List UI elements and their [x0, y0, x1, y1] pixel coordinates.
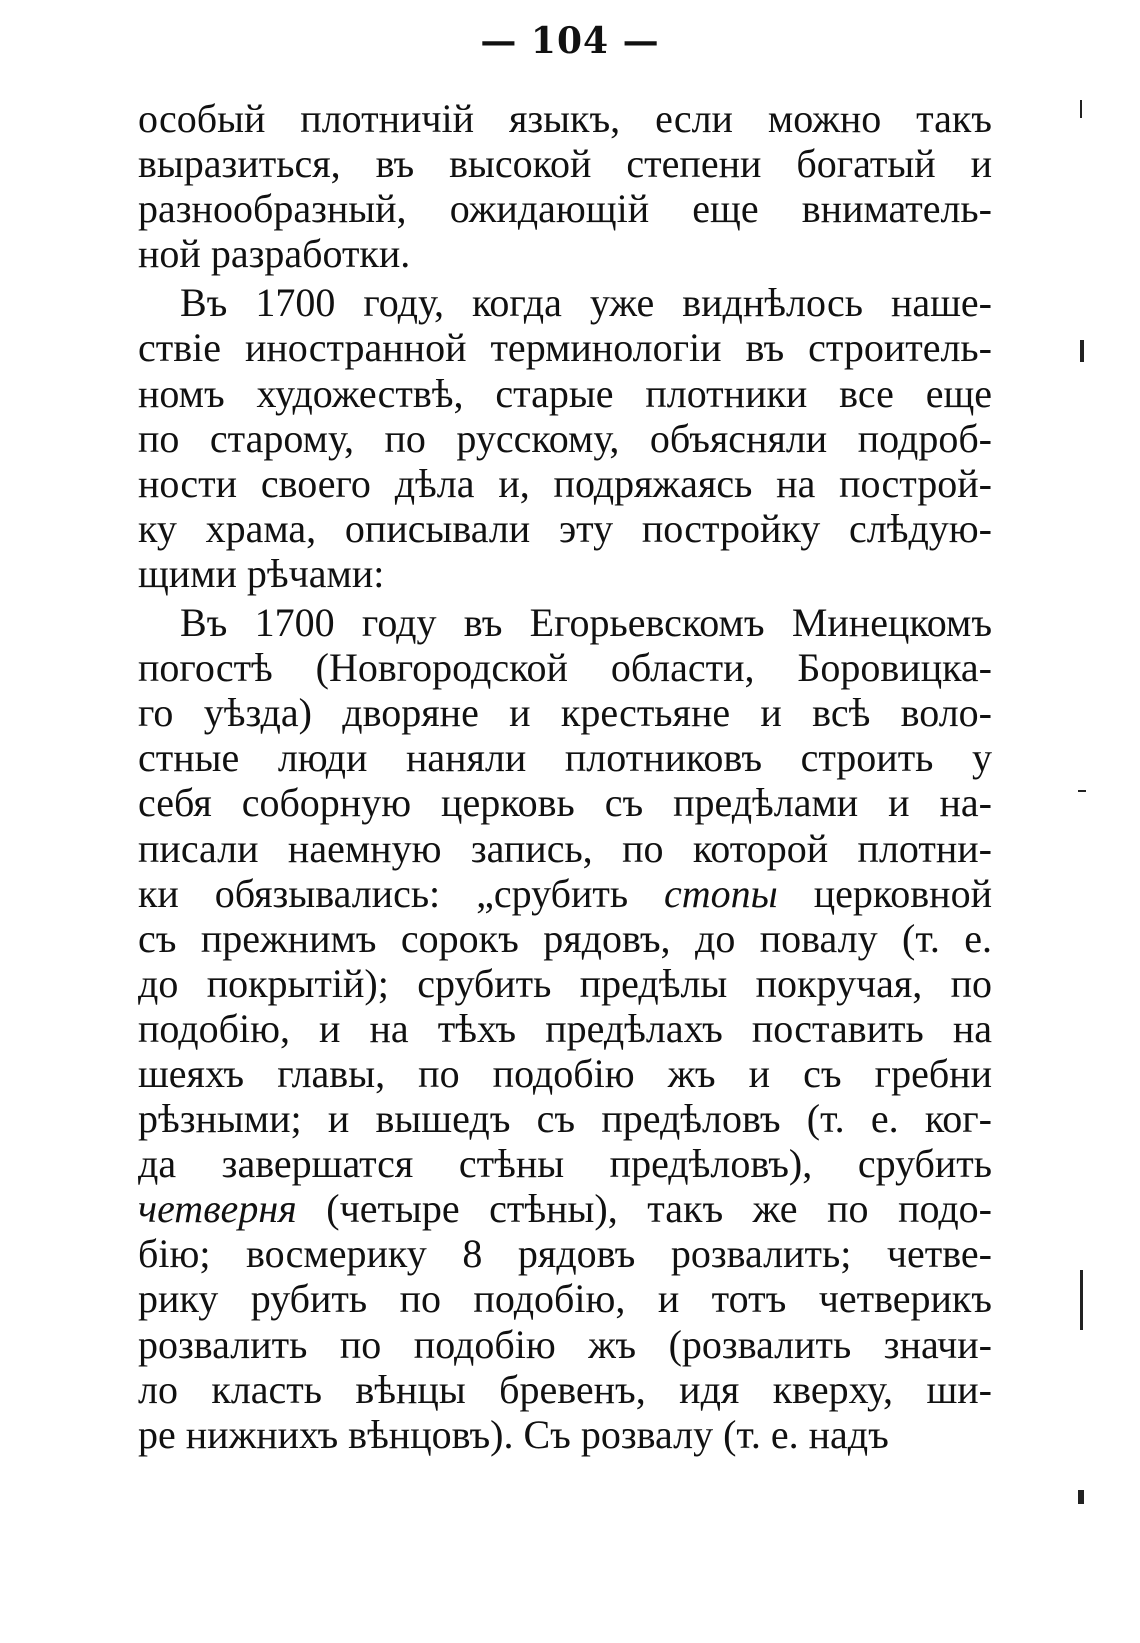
text-line [138, 551, 992, 596]
text-line [138, 506, 992, 551]
italic-term: четверня [138, 1186, 297, 1232]
line-text: бію; восмерику 8 рядовъ розвалить; четве- [138, 1231, 992, 1277]
line-text: ло класть вѣнцы бревенъ, идя кверху, ши- [138, 1366, 992, 1412]
page-number: — 104 — [480, 20, 660, 62]
line-text: погостѣ (Новгородской области, Боровицка- [138, 645, 992, 691]
text-line [138, 371, 992, 416]
scan-mark [1080, 100, 1082, 118]
line-text: го уѣзда) дворяне и крестьяне и всѣ воло- [138, 690, 992, 736]
scan-mark [1080, 340, 1084, 362]
line-text: выразиться, въ высокой степени богатый и [138, 141, 992, 187]
line-text: до покрытій); срубить предѣлы покручая, по [138, 960, 992, 1006]
text-line [138, 871, 992, 916]
line-text: подобію, и на тѣхъ предѣлахъ поставить на [138, 1005, 992, 1051]
text-line [138, 1141, 992, 1186]
line-text: ности своего дѣла и, подряжаясь на построй- [138, 460, 992, 506]
line-text: Въ 1700 году, когда уже виднѣлось наше- [180, 280, 992, 326]
text-line [138, 826, 992, 871]
italic-term: стопы [664, 870, 778, 916]
text-line [138, 1276, 992, 1321]
text-line [138, 735, 992, 780]
text-line [138, 961, 992, 1006]
line-text: рику рубить по подобію, и тотъ четверикъ [138, 1276, 992, 1322]
text-line [138, 186, 992, 231]
text-line [138, 1412, 992, 1457]
line-text: ной разработки. [138, 231, 411, 277]
line-text: съ прежнимъ сорокъ рядовъ, до повалу (т. е. [138, 915, 992, 961]
text-line [138, 1006, 992, 1051]
scan-mark [1080, 1270, 1083, 1330]
text-line [138, 141, 992, 186]
text-line [138, 1322, 992, 1367]
line-text: ки обязывались: „срубить [138, 870, 665, 916]
line-text: ре нижнихъ вѣнцовъ). Съ розвалу (т. е. надъ [138, 1411, 889, 1457]
text-line [138, 916, 992, 961]
text-line [138, 96, 992, 141]
text-line [138, 280, 992, 325]
line-text: шеяхъ главы, по подобію жъ и съ гребни [138, 1050, 992, 1096]
line-text: по старому, по русскому, объясняли подроб- [138, 415, 992, 461]
text-line [138, 1051, 992, 1096]
line-text: разнообразный, ожидающій еще вниматель- [138, 186, 992, 232]
line-text: щими рѣчами: [138, 550, 385, 596]
line-text: писали наемную запись, по которой плотни- [138, 825, 992, 871]
text-line [138, 231, 992, 276]
line-text: ствіе иностранной терминологіи въ строитель- [138, 325, 992, 371]
line-text: себя соборную церковь съ предѣлами и на- [138, 780, 992, 826]
text-line [138, 325, 992, 370]
text-line [138, 416, 992, 461]
text-line [138, 1186, 992, 1231]
line-text: Въ 1700 году въ Егорьевскомъ Минецкомъ [180, 600, 992, 646]
text-line [138, 780, 992, 825]
line-text: церковной [777, 870, 992, 916]
line-text: особый плотничій языкъ, если можно такъ [138, 96, 992, 141]
text-line [138, 1367, 992, 1412]
line-text: номъ художествѣ, старые плотники все еще [138, 370, 992, 416]
scan-mark [1078, 1490, 1084, 1504]
text-line [138, 1231, 992, 1276]
line-text: ку храма, описывали эту постройку слѣдую- [138, 505, 992, 551]
line-text: стные люди наняли плотниковъ строить у [138, 735, 992, 781]
line-text: да завершатся стѣны предѣловъ), срубить [138, 1141, 992, 1187]
line-text: рѣзными; и вышедъ съ предѣловъ (т. е. ког- [138, 1096, 992, 1142]
scan-mark [1078, 790, 1086, 792]
text-line [138, 645, 992, 690]
body-text [138, 96, 992, 1457]
text-line [138, 461, 992, 506]
line-text: розвалить по подобію жъ (розвалить значи- [138, 1321, 992, 1367]
text-line [138, 1096, 992, 1141]
text-line [138, 690, 992, 735]
text-line [138, 600, 992, 645]
line-text: (четыре стѣны), такъ же по подо- [296, 1186, 992, 1232]
